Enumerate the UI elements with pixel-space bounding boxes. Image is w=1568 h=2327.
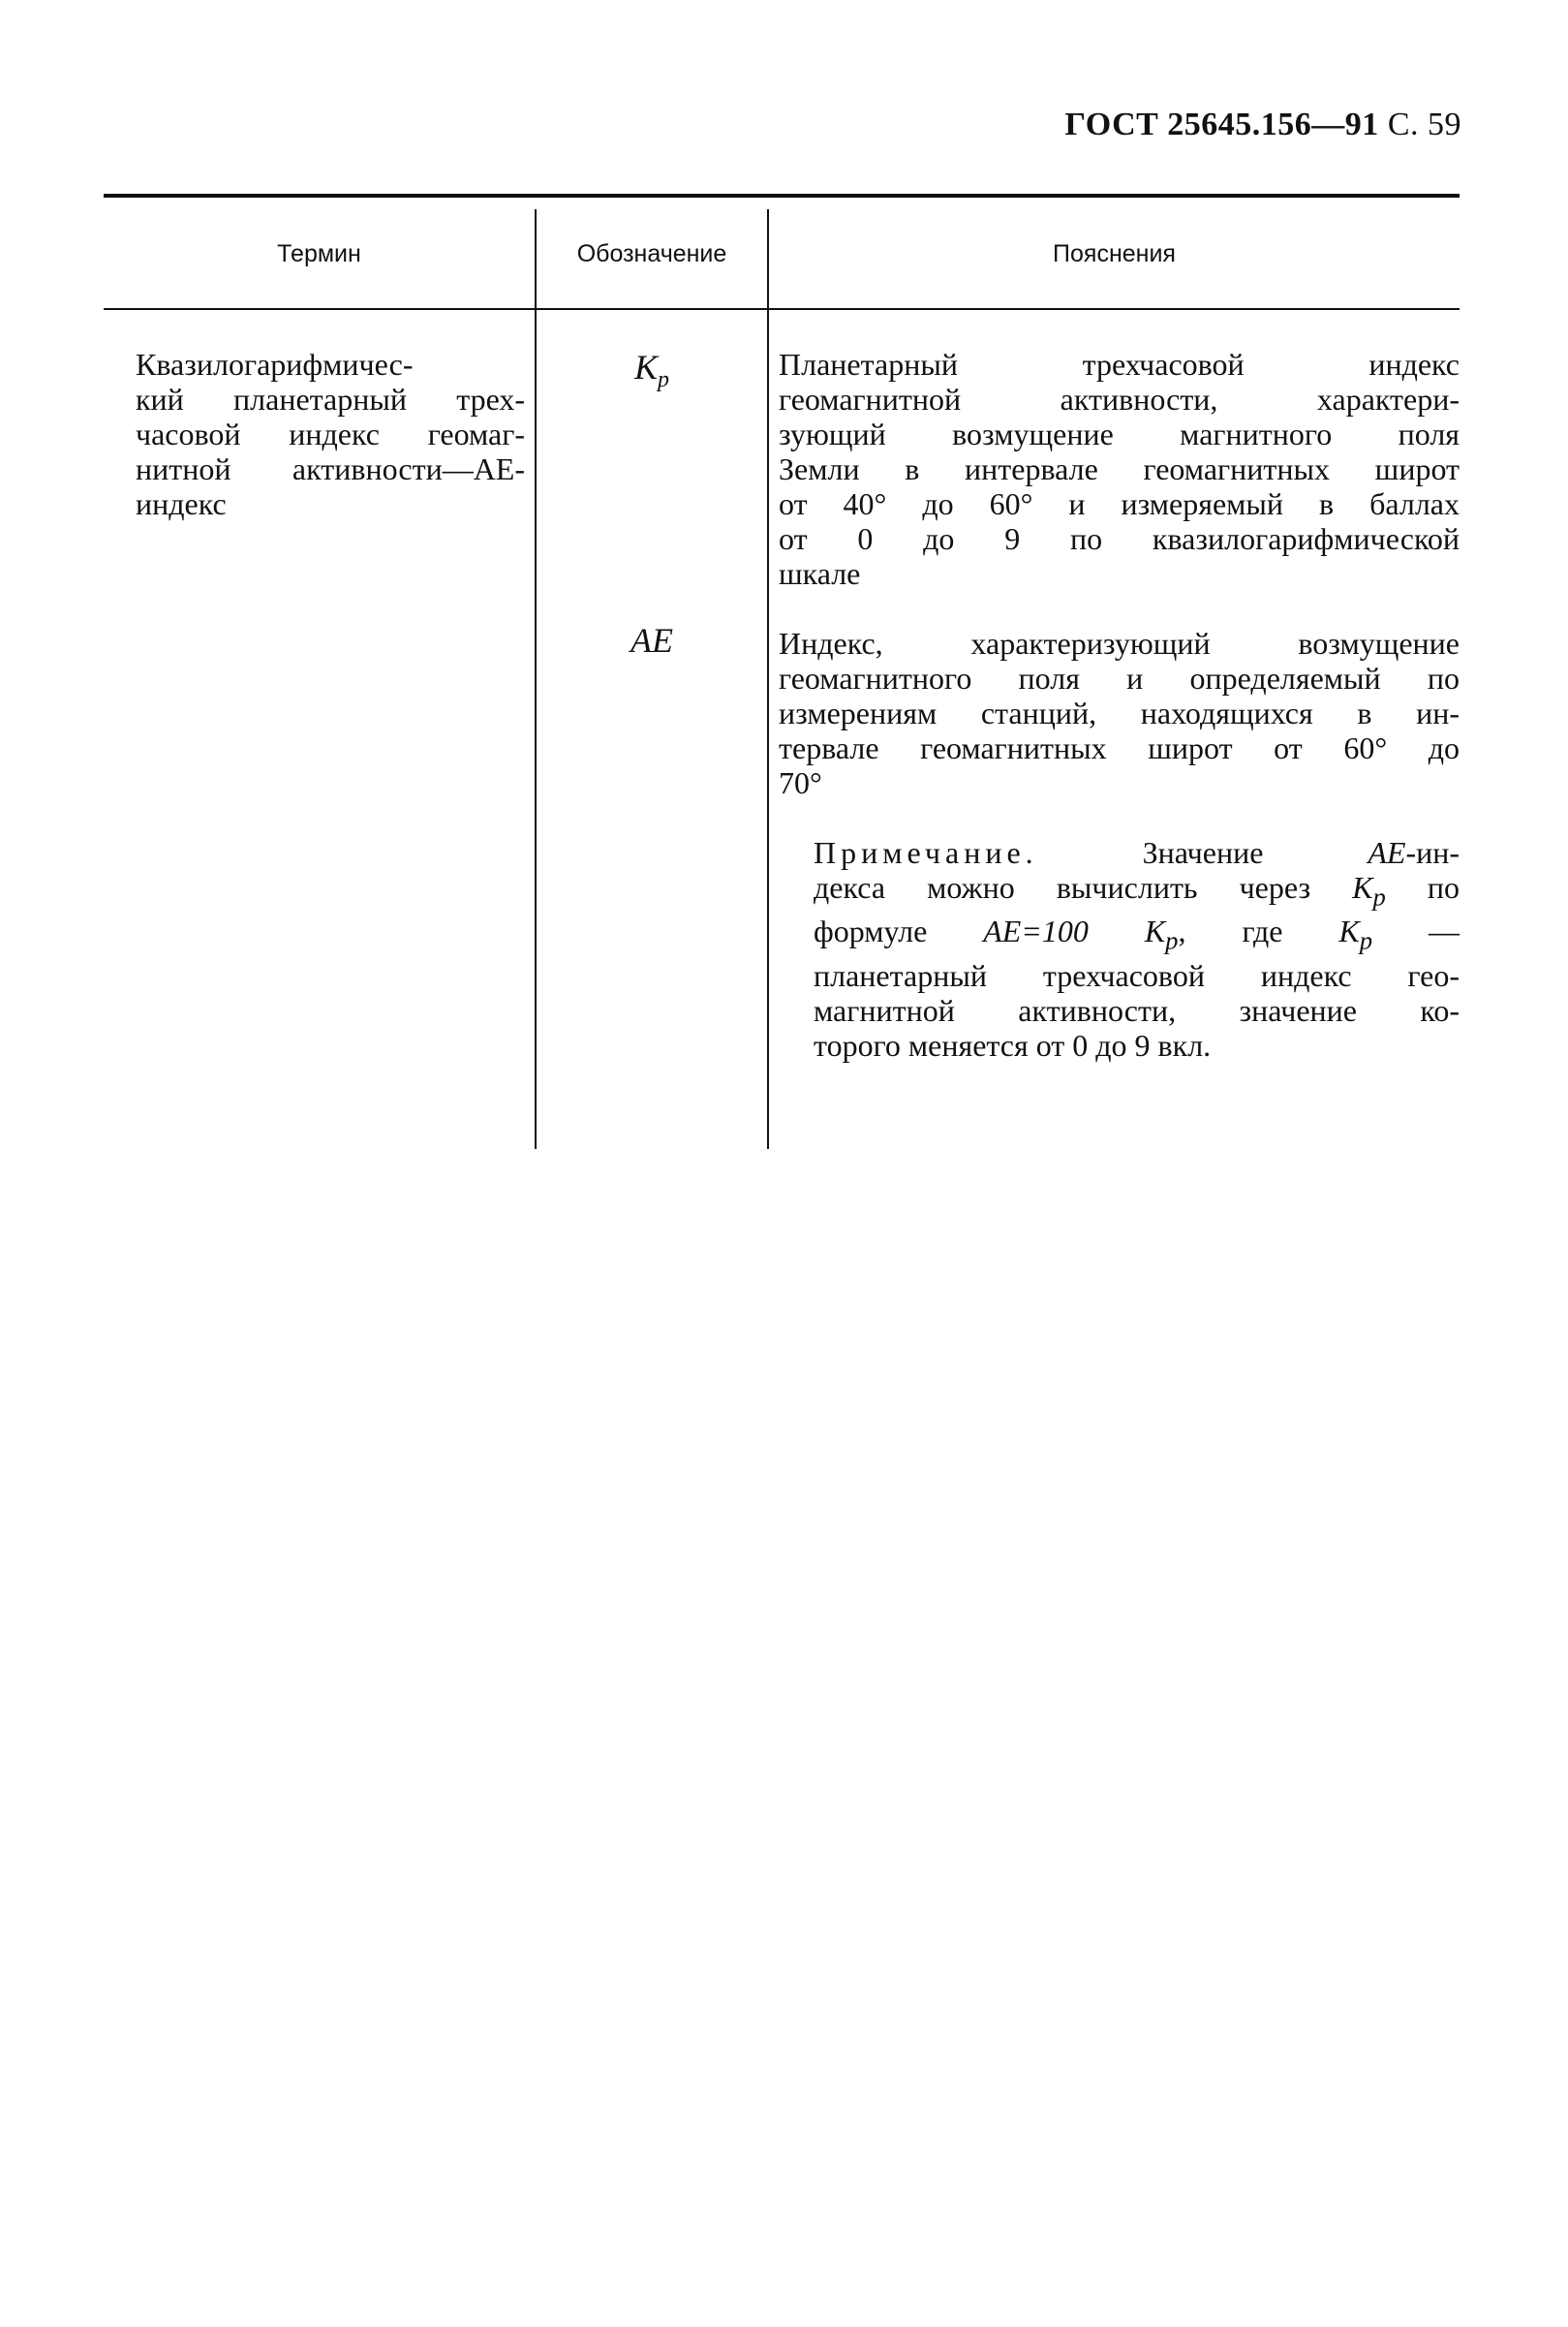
explanation-ae (779, 626, 1460, 800)
term-line: нитной активности—AE- (136, 451, 525, 486)
note-k: K (1352, 870, 1373, 905)
note-text: декса можно вычислить через (814, 870, 1353, 905)
note-text: , где (1178, 914, 1339, 949)
table-top-rule (104, 194, 1460, 198)
note-sub: p (1359, 925, 1373, 955)
note-line: торого меняется от 0 до 9 вкл. (814, 1027, 1212, 1063)
page-number: С. 59 (1387, 107, 1461, 142)
explanation-line: Земли в интервале геомагнитных широт (779, 451, 1460, 486)
table-header-rule (104, 308, 1460, 310)
note-sub: p (1165, 925, 1179, 955)
note-line (814, 870, 1460, 914)
explanation-line: шкале (779, 556, 861, 591)
note-text: по (1385, 870, 1460, 905)
explanation-line: от 40° до 60° и измеряемый в баллах (779, 486, 1460, 521)
term-line: кий планетарный трех- (136, 382, 525, 417)
explanation-line: зующий возмущение магнитного поля (779, 417, 1460, 451)
term-line: индекс (136, 486, 227, 521)
column-header-explanation: Пояснения (1053, 240, 1176, 267)
explanation-line: Планетарный трехчасовой индекс (779, 347, 1460, 382)
column-header-term: Термин (277, 240, 361, 267)
note-line: планетарный трехчасовой индекс гео- (814, 957, 1460, 993)
explanation-line: геомагнитного поля и определяемый по (779, 661, 1460, 696)
note-line (814, 835, 1460, 870)
note-block (814, 835, 1460, 1063)
note-text: формуле (814, 914, 984, 949)
symbol-kp (537, 347, 767, 393)
standard-number: ГОСТ 25645.156—91 (1064, 107, 1379, 142)
symbol-kp-base: K (633, 348, 658, 387)
explanation-line: геомагнитной активности, характери- (779, 382, 1460, 417)
note-sub: p (1372, 882, 1386, 912)
explanation-line: 70° (779, 765, 822, 800)
note-text: Значение (1037, 835, 1368, 870)
symbol-ae: AE (630, 621, 673, 660)
column-divider-2 (767, 209, 769, 1149)
symbol-kp-subscript: p (658, 367, 669, 393)
explanation-line: от 0 до 9 по квазилогарифмической (779, 521, 1460, 556)
term-cell (136, 347, 525, 521)
note-k: K (1338, 914, 1360, 949)
explanation-line: Индекс, характеризующий возмущение (779, 626, 1460, 661)
note-formula: AE=100 K (983, 914, 1166, 949)
note-line (814, 914, 1460, 957)
column-header-symbol: Обозначение (576, 240, 727, 267)
note-lead: Примечание. (814, 835, 1038, 870)
page-header (1064, 107, 1461, 143)
explanation-kp (779, 347, 1460, 591)
note-line: магнитной активности, значение ко- (814, 992, 1460, 1028)
explanation-line: измерениям станций, находящихся в ин- (779, 696, 1460, 730)
note-ae: AE (1368, 835, 1406, 870)
note-text: -ин- (1405, 835, 1460, 870)
term-line: Квазилогарифмичес- (136, 347, 414, 382)
explanation-line: тервале геомагнитных широт от 60° до (779, 730, 1460, 765)
term-line: часовой индекс геомаг- (136, 417, 525, 451)
note-text: — (1372, 914, 1460, 949)
